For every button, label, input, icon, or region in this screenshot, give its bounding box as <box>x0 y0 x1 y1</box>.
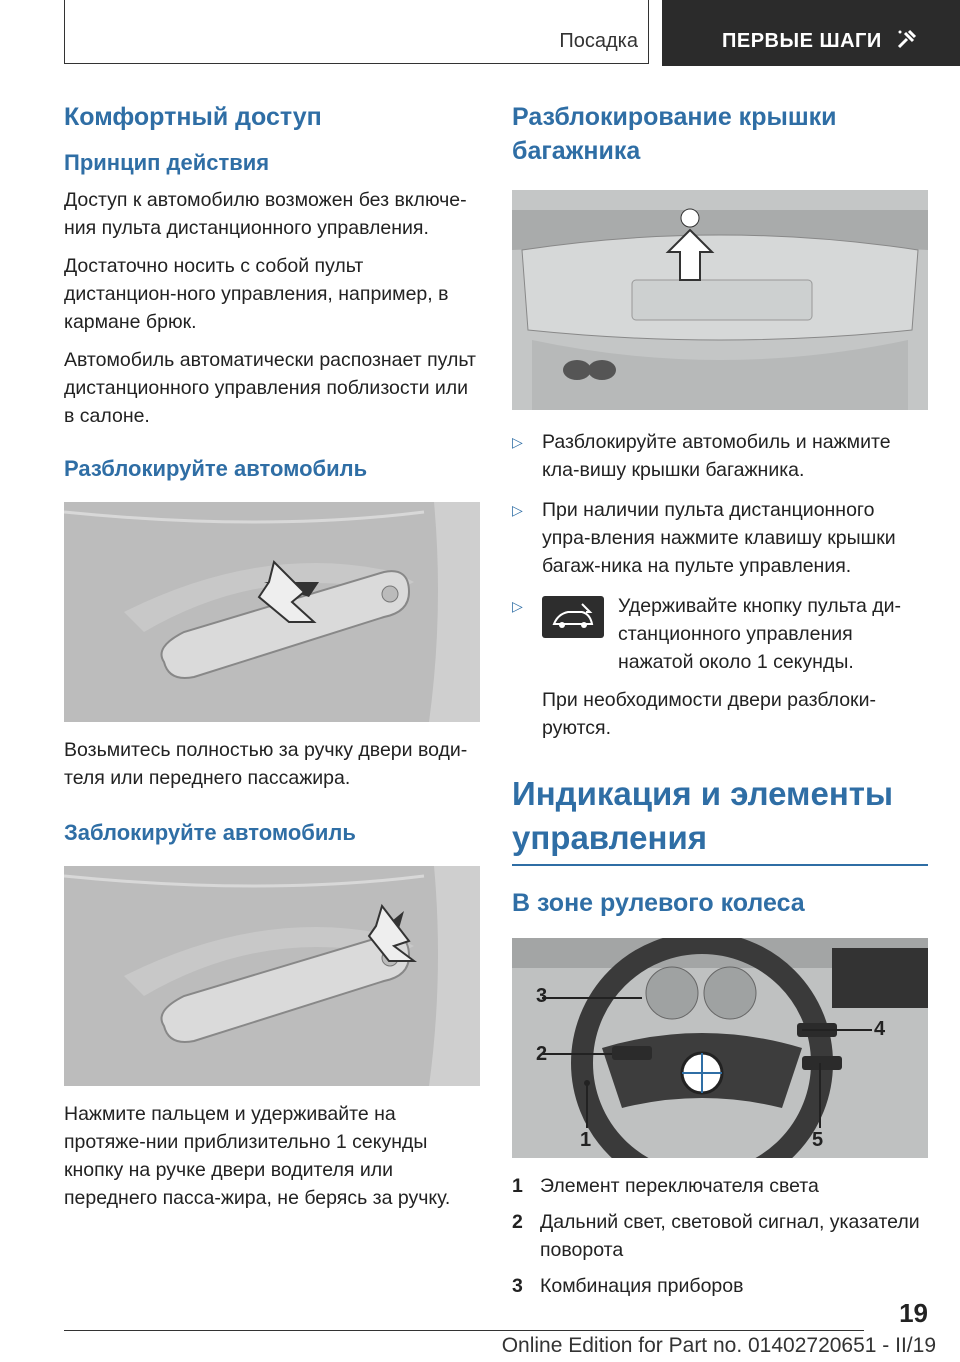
heading-unlock: Разблокируйте автомобиль <box>64 456 368 481</box>
paragraph-doors-unlock: При необходимости двери разблоки-руются. <box>542 689 876 739</box>
heading-indication-controls: Индикация и элементы управления <box>512 775 894 856</box>
heading-principle: Принцип действия <box>64 150 270 175</box>
door-handle-unlock-image <box>64 502 480 722</box>
callout-5: 5 <box>812 1129 824 1151</box>
legend-item: 3 Комбинация приборов <box>512 1275 744 1297</box>
heading-trunk-unlock: Разблокирование крышки багажника <box>512 103 837 165</box>
paragraph-3: Автомобиль автоматически распознает пульт дистанционного управления поблизости или в салоне. <box>64 349 476 427</box>
paragraph-lock: Нажмите пальцем и удерживайте на протяже-нии приблизительно 1 секунды кнопку на ручке двери водителя или переднего пасса-жира, не берясь за ручку. <box>64 1103 451 1209</box>
chapter-title: ПЕРВЫЕ ШАГИ <box>722 30 882 52</box>
trunk-image <box>512 190 928 410</box>
callout-1: 1 <box>580 1129 592 1151</box>
edition-footer: Online Edition for Part no. 01402720651 - II/19 <box>501 1334 936 1357</box>
legend-item: 2 Дальний свет, световой сигнал, указатели поворота <box>512 1211 920 1261</box>
triangle-bullet-icon: ▷ <box>512 502 523 518</box>
bullet-1: ▷ Разблокируйте автомобиль и нажмите кла-вишу крышки багажника. <box>512 428 928 484</box>
triangle-bullet-icon: ▷ <box>512 434 523 450</box>
triangle-bullet-icon: ▷ <box>512 598 523 614</box>
steering-wheel-image <box>512 938 928 1158</box>
legend-list <box>512 1172 928 1300</box>
page-number: 19 <box>899 1298 928 1328</box>
callout-4: 4 <box>874 1018 886 1040</box>
heading-wheel-zone: В зоне рулевого колеса <box>512 889 805 917</box>
legend-item: 1 Элемент переключателя света <box>512 1175 819 1197</box>
right-column <box>512 100 928 1308</box>
footer-divider <box>64 1330 864 1331</box>
callout-2: 2 <box>536 1043 548 1065</box>
paragraph-2: Достаточно носить с собой пульт дистанцион-ного управления, например, в кармане брюк. <box>64 255 449 333</box>
left-column <box>64 100 480 1222</box>
paragraph-unlock: Возьмитесь полностью за ручку двери води-теля или переднего пассажира. <box>64 739 468 789</box>
heading-comfort-access: Комфортный доступ <box>64 103 322 131</box>
heading-lock: Заблокируйте автомобиль <box>64 820 356 845</box>
bullet-3: ▷ Удерживайте кнопку пульта ди-станционного управления нажатой около 1 секунды. При необходимости двери разблоки-руются. <box>512 592 928 752</box>
section-divider <box>512 864 928 866</box>
wrench-icon <box>896 28 918 56</box>
bullet-2: ▷ При наличии пульта дистанционного упра-вления нажмите клавишу крышки багаж-ника на пульте управления. <box>512 496 928 580</box>
trunk-remote-button-icon <box>542 596 604 676</box>
door-handle-lock-image <box>64 866 480 1086</box>
paragraph-1: Доступ к автомобилю возможен без включе-ния пульта дистанционного управления. <box>64 189 467 239</box>
callout-3: 3 <box>536 985 548 1007</box>
header-section-title: Посадка <box>559 30 638 52</box>
header-chapter-tab <box>662 0 960 66</box>
